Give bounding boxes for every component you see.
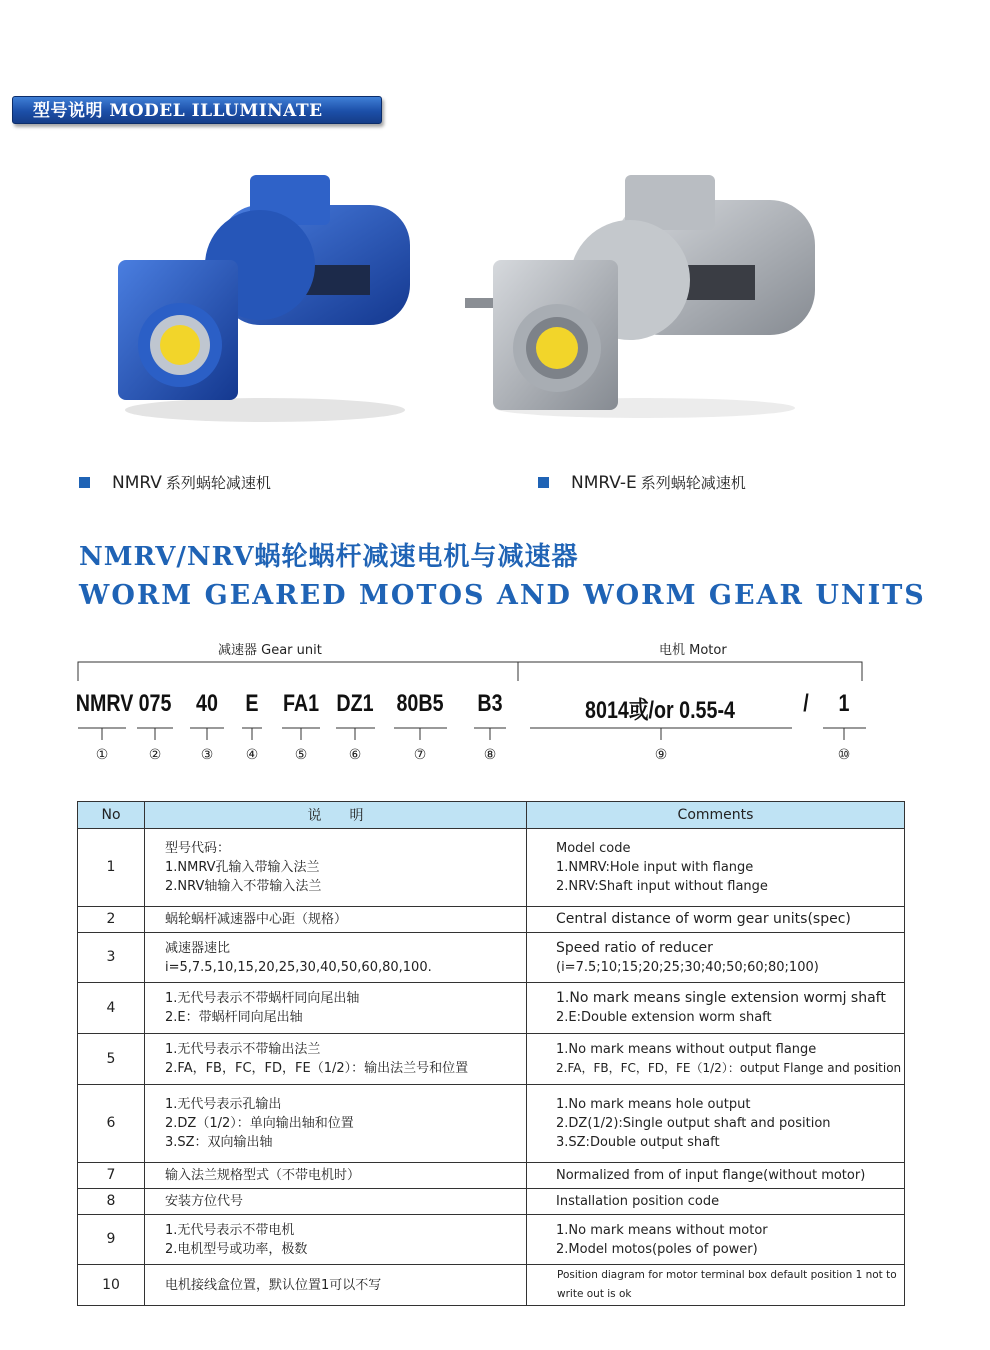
comment-line: 1.No mark means without output flange bbox=[556, 1042, 817, 1057]
comment-line: 2.NRV:Shaft input without flange bbox=[556, 879, 768, 894]
row-comment bbox=[527, 829, 905, 907]
code-index-2: ② bbox=[148, 747, 162, 763]
code-index-3: ③ bbox=[200, 747, 214, 763]
comment-line: 2.DZ(1/2):Single output shaft and position bbox=[556, 1116, 831, 1131]
code-part-size: 075 bbox=[138, 690, 172, 717]
description-line: i=5,7.5,10,15,20,25,30,40,50,60,80,100. bbox=[165, 959, 432, 975]
row-comment bbox=[527, 1085, 905, 1163]
header-comments: Comments bbox=[527, 802, 905, 829]
row-no: 10 bbox=[78, 1265, 145, 1306]
code-index-6: ⑥ bbox=[348, 747, 362, 763]
description-line: 减速器速比 bbox=[165, 940, 231, 956]
row-no: 7 bbox=[78, 1163, 145, 1189]
row-description bbox=[145, 1189, 527, 1215]
row-no: 2 bbox=[78, 907, 145, 933]
comment-line: Model code bbox=[556, 841, 631, 856]
description-line: 蜗轮蜗杆减速器中心距（规格） bbox=[165, 912, 348, 927]
row-comment bbox=[527, 1215, 905, 1265]
comment-line: Position diagram for motor terminal box default position 1 not to write out is ok bbox=[557, 1269, 897, 1300]
comment-line: (i=7.5;10;15;20;25;30;40;50;60;80;100) bbox=[556, 959, 819, 975]
table-row bbox=[78, 933, 905, 983]
description-line: 1.无代号表示不带输出法兰 bbox=[165, 1042, 321, 1057]
table-row bbox=[78, 1085, 905, 1163]
row-comment bbox=[527, 1163, 905, 1189]
comment-line: 2.E:Double extension worm shaft bbox=[556, 1010, 772, 1025]
header-no: No bbox=[78, 802, 145, 829]
row-no: 5 bbox=[78, 1034, 145, 1085]
comment-line: Installation position code bbox=[556, 1194, 720, 1209]
comment-line: Central distance of worm gear units(spec) bbox=[556, 911, 851, 927]
comment-line: 1.NMRV:Hole input with flange bbox=[556, 860, 754, 875]
code-part-model: NMRV bbox=[75, 690, 134, 717]
row-comment bbox=[527, 1189, 905, 1215]
description-line: 2.NRV轴输入不带输入法兰 bbox=[165, 879, 322, 894]
page-title-chinese: NMRV/NRV蜗轮蜗杆减速电机与减速器 bbox=[79, 542, 579, 572]
table-row bbox=[78, 1163, 905, 1189]
description-line: 输入法兰规格型式（不带电机时） bbox=[165, 1168, 361, 1183]
code-part-slash: / bbox=[803, 690, 809, 717]
row-description bbox=[145, 933, 527, 983]
table-row bbox=[78, 1189, 905, 1215]
header-description: 说 明 bbox=[145, 802, 527, 829]
row-no: 6 bbox=[78, 1085, 145, 1163]
comment-line: 2.FA，FB，FC，FD，FE（1/2）：output Flange and position bbox=[556, 1061, 902, 1075]
table-header-row bbox=[78, 802, 905, 829]
comment-line: Normalized from of input flange(without motor) bbox=[556, 1168, 866, 1183]
row-description bbox=[145, 1085, 527, 1163]
row-description bbox=[145, 983, 527, 1034]
comment-line: 2.Model motos(poles of power) bbox=[556, 1241, 758, 1257]
description-line: 1.无代号表示不带电机 bbox=[165, 1222, 295, 1238]
table-row bbox=[78, 907, 905, 933]
row-description bbox=[145, 1163, 527, 1189]
row-no: 8 bbox=[78, 1189, 145, 1215]
code-part-flange: FA1 bbox=[282, 690, 320, 717]
table-row bbox=[78, 1215, 905, 1265]
description-line: 2.DZ（1/2）：单向输出轴和位置 bbox=[165, 1116, 354, 1131]
code-part-position: B3 bbox=[477, 690, 503, 717]
code-part-output: DZ1 bbox=[336, 690, 374, 717]
row-no: 4 bbox=[78, 983, 145, 1034]
row-comment bbox=[527, 1265, 905, 1306]
caption-model: NMRV-E bbox=[571, 472, 637, 493]
code-part-input-flange: 80B5 bbox=[396, 690, 444, 717]
code-part-terminal-box: 1 bbox=[838, 690, 850, 717]
row-description bbox=[145, 1215, 527, 1265]
code-part-shaft: E bbox=[245, 690, 259, 717]
code-index-5: ⑤ bbox=[294, 747, 308, 763]
table-row bbox=[78, 829, 905, 907]
code-part-motor: 8014或/or 0.55-4 bbox=[585, 697, 735, 724]
description-line: 安装方位代号 bbox=[165, 1194, 244, 1209]
code-index-8: ⑧ bbox=[483, 747, 497, 763]
description-line: 1.无代号表示孔输出 bbox=[165, 1097, 282, 1112]
caption-model: NMRV bbox=[112, 472, 162, 493]
spec-table bbox=[77, 801, 905, 1306]
comment-line: 3.SZ:Double output shaft bbox=[556, 1135, 720, 1150]
code-index-1: ① bbox=[95, 747, 109, 763]
comment-line: 1.No mark means without motor bbox=[556, 1222, 768, 1238]
row-description bbox=[145, 1265, 527, 1306]
table-row bbox=[78, 1265, 905, 1306]
description-line: 3.SZ：双向输出轴 bbox=[165, 1135, 273, 1150]
gear-unit-label: 减速器 Gear unit bbox=[218, 643, 322, 658]
motor-label: 电机 Motor bbox=[659, 643, 727, 658]
comment-line: 1.No mark means single extension wormj shaft bbox=[556, 990, 886, 1006]
description-line: 1.无代号表示不带蜗杆同向尾出轴 bbox=[165, 991, 360, 1006]
table-row bbox=[78, 1034, 905, 1085]
comment-line: 1.No mark means hole output bbox=[556, 1097, 751, 1112]
row-no: 3 bbox=[78, 933, 145, 983]
description-line: 电机接线盒位置，默认位置1可以不写 bbox=[165, 1277, 382, 1293]
row-no: 1 bbox=[78, 829, 145, 907]
description-line: 2.电机型号或功率，极数 bbox=[165, 1241, 308, 1257]
comment-line: Speed ratio of reducer bbox=[556, 939, 713, 956]
row-no: 9 bbox=[78, 1215, 145, 1265]
code-index-10: ⑩ bbox=[837, 747, 851, 763]
code-part-ratio: 40 bbox=[196, 690, 218, 717]
code-index-4: ④ bbox=[245, 747, 259, 763]
code-index-9: ⑨ bbox=[654, 747, 668, 763]
row-description bbox=[145, 829, 527, 907]
row-comment bbox=[527, 907, 905, 933]
table-row bbox=[78, 983, 905, 1034]
row-description bbox=[145, 907, 527, 933]
row-comment bbox=[527, 933, 905, 983]
row-comment bbox=[527, 983, 905, 1034]
description-line: 2.E：带蜗杆同向尾出轴 bbox=[165, 1010, 303, 1025]
caption-text: 系列蜗轮减速机 bbox=[165, 474, 271, 492]
description-line: 型号代码： bbox=[165, 841, 231, 856]
code-index-7: ⑦ bbox=[413, 747, 427, 763]
row-description bbox=[145, 1034, 527, 1085]
row-comment bbox=[527, 1034, 905, 1085]
page-title-english: WORM GEARED MOTOS AND WORM GEAR UNITS bbox=[79, 580, 926, 611]
description-line: 2.FA，FB，FC，FD，FE（1/2）：输出法兰号和位置 bbox=[165, 1061, 469, 1076]
caption-text: 系列蜗轮减速机 bbox=[640, 474, 746, 492]
section-header-banner: 型号说明 MODEL ILLUMINATE bbox=[12, 96, 382, 124]
description-line: 1.NMRV孔输入带输入法兰 bbox=[165, 860, 320, 875]
